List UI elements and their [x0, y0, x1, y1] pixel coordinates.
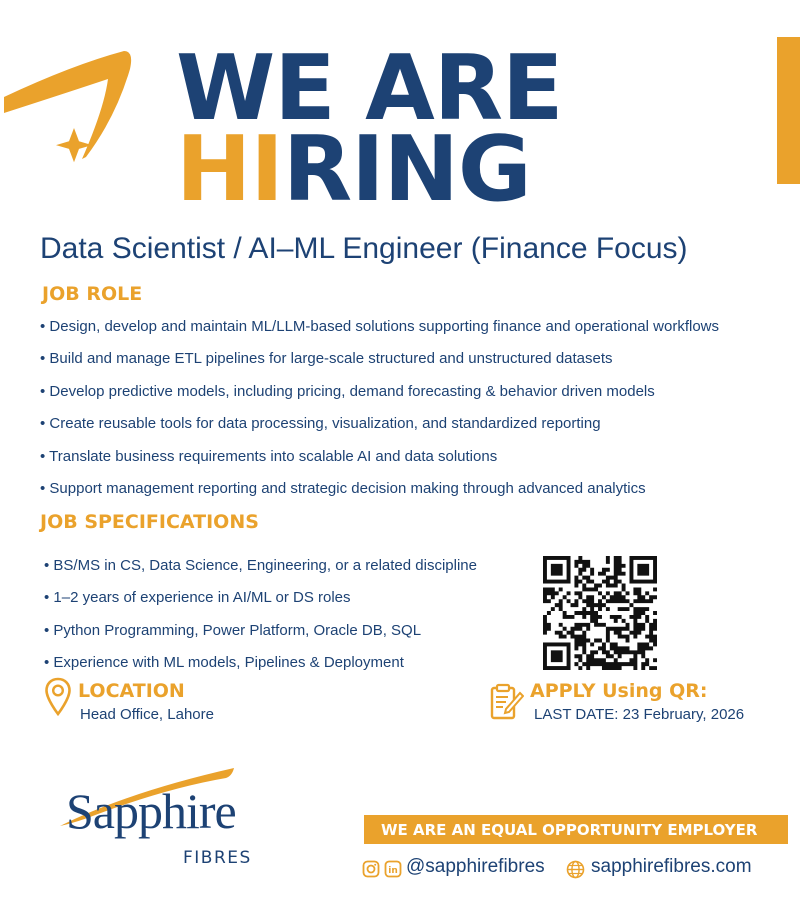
job-title: Data Scientist / AI–ML Engineer (Finance Focus) — [40, 232, 688, 265]
job-role-list — [40, 311, 719, 505]
logo-name: Sapphire — [66, 783, 236, 839]
job-specifications-heading: JOB SPECIFICATIONS — [40, 511, 259, 533]
location-pin-icon — [44, 677, 72, 717]
globe-icon — [566, 860, 585, 879]
instagram-icon[interactable] — [362, 860, 380, 878]
list-item: • BS/MS in CS, Data Science, Engineering, or a related discipline — [44, 550, 477, 582]
headline-we-are: WE ARE — [176, 36, 563, 141]
svg-text:in: in — [388, 866, 398, 876]
list-item: • Design, develop and maintain ML/LLM-based solutions supporting finance and operational workflows — [40, 311, 719, 343]
linkedin-icon[interactable] — [384, 860, 402, 878]
list-item: • Support management reporting and strategic decision making through advanced analytics — [40, 473, 719, 505]
job-specifications-list — [44, 550, 477, 679]
headline-hi: HI — [176, 117, 283, 222]
logo-sub: FIBRES — [183, 848, 252, 868]
equal-opportunity-banner — [364, 815, 788, 844]
list-item: • Python Programming, Power Platform, Oracle DB, SQL — [44, 615, 477, 647]
location-value: Head Office, Lahore — [80, 706, 214, 723]
qr-code[interactable] — [543, 556, 657, 670]
list-item: • Create reusable tools for data processing, visualization, and standardized reporting — [40, 408, 719, 440]
list-item: • 1–2 years of experience in AI/ML or DS roles — [44, 582, 477, 614]
social-handle[interactable]: @sapphirefibres — [406, 856, 545, 877]
list-item: • Translate business requirements into scalable AI and data solutions — [40, 441, 719, 473]
equal-opportunity-text: WE ARE AN EQUAL OPPORTUNITY EMPLOYER — [381, 821, 758, 839]
accent-bar — [777, 37, 800, 184]
location-heading: LOCATION — [78, 680, 185, 702]
headline-hiring — [176, 117, 531, 222]
brand-swoosh-icon — [0, 45, 140, 180]
list-item: • Experience with ML models, Pipelines & Deployment — [44, 647, 477, 679]
list-item: • Build and manage ETL pipelines for large-scale structured and unstructured datasets — [40, 343, 719, 375]
list-item: • Develop predictive models, including pricing, demand forecasting & behavior driven models — [40, 376, 719, 408]
document-pen-icon — [490, 683, 524, 721]
apply-heading: APPLY Using QR: — [530, 680, 708, 702]
website-link[interactable]: sapphirefibres.com — [591, 856, 752, 877]
headline-ring: RING — [282, 117, 531, 222]
job-role-heading: JOB ROLE — [42, 283, 143, 305]
apply-deadline: LAST DATE: 23 February, 2026 — [534, 706, 745, 723]
